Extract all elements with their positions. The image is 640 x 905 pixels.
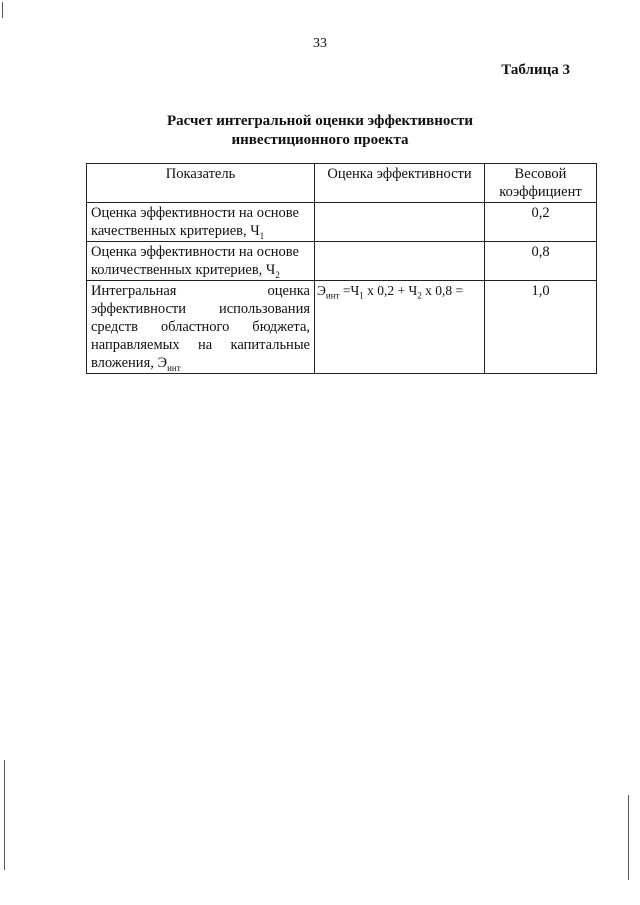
header-indicator: Показатель <box>87 164 315 203</box>
page-number: 33 <box>313 36 327 51</box>
title-line-1: Расчет интегральной оценки эффективности <box>166 113 474 129</box>
row3-weight: 1,0 <box>485 281 597 374</box>
efficiency-table <box>86 163 597 374</box>
row1-indicator: Оценка эффективности на основе качественных критериев, $Ч_1$ <box>87 203 315 242</box>
header-weight: Весовой коэффициент <box>485 164 597 203</box>
scan-margin-mark <box>628 795 629 880</box>
table-label: Таблица 3 <box>501 62 570 78</box>
row1-assessment <box>315 203 485 242</box>
table-row <box>87 242 597 281</box>
scan-margin-mark <box>2 2 3 18</box>
document-title <box>0 112 640 150</box>
table-header-row <box>87 164 597 203</box>
table-row <box>87 281 597 374</box>
row2-indicator: Оценка эффективности на основе количественных критериев, $Ч_2$ <box>87 242 315 281</box>
row1-weight: 0,2 <box>485 203 597 242</box>
title-line-2: инвестиционного проекта <box>231 132 409 148</box>
row3-formula: $Э_{инт} =Ч_1$ х $0,2 + Ч_2$ х 0,8 = <box>315 281 485 374</box>
row3-indicator: Интегральная оценка эффективности использования средств областного бюджета, направляемых на капитальные вложения, $Э_{инт}$ <box>87 281 315 374</box>
table-row <box>87 203 597 242</box>
scan-margin-mark <box>4 760 5 870</box>
header-assessment: Оценка эффективности <box>315 164 485 203</box>
row2-weight: 0,8 <box>485 242 597 281</box>
row2-assessment <box>315 242 485 281</box>
